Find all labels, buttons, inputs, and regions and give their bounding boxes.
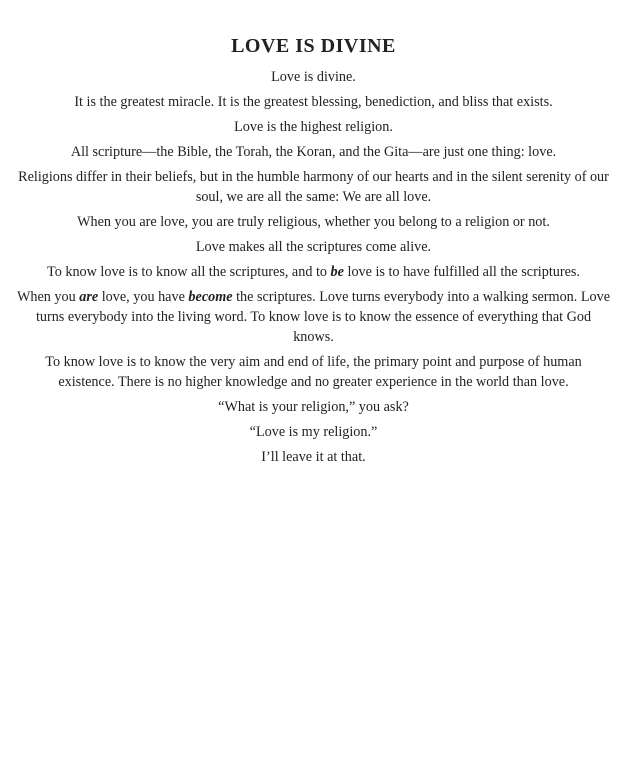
paragraph-5: Religions differ in their beliefs, but in the humble harmony of our hearts and in the silent serenity of our soul, we are all the same: We are all love. <box>18 169 609 205</box>
paragraph-2: It is the greatest miracle. It is the greatest blessing, benediction, and bliss that exists. <box>74 94 553 110</box>
paragraph-11: “What is your religion,” you ask? <box>218 399 409 415</box>
page-title: LOVE IS DIVINE <box>231 35 396 57</box>
emphasis-are: are <box>79 289 99 305</box>
paragraph-1: Love is divine. <box>271 69 356 85</box>
paragraph-9-text-a: When you <box>17 289 80 305</box>
paragraph-6: When you are love, you are truly religious, whether you belong to a religion or not. <box>77 214 550 230</box>
emphasis-become: become <box>188 289 233 305</box>
paragraph-9-text-b: love, you have <box>98 289 189 305</box>
paragraph-13: I’ll leave it at that. <box>261 449 366 465</box>
paragraph-7: Love makes all the scriptures come alive. <box>195 239 432 255</box>
paragraph-10: To know love is to know the very aim and end of life, the primary point and purpose of human existence. There is no higher knowledge and no greater experience in the world than love. <box>45 354 582 390</box>
paragraph-3: Love is the highest religion. <box>234 119 393 135</box>
paragraph-9-text-c: the scriptures. Love turns everybody into a walking sermon. Love turns everybody into the living word. To know love is to know the essence of everything that God knows. <box>35 289 610 345</box>
paragraph-4: All scripture—the Bible, the Torah, the Koran, and the Gita—are just one thing: love. <box>70 144 557 160</box>
paragraph-9 <box>16 287 611 347</box>
emphasis-be: be <box>330 264 344 280</box>
paragraph-8 <box>16 262 611 282</box>
paragraph-8-text-a: To know love is to know all the scriptures, and to <box>47 264 331 280</box>
paragraph-8-text-b: love is to have fulfilled all the scriptures. <box>343 264 580 280</box>
paragraph-12: “Love is my religion.” <box>249 424 378 440</box>
